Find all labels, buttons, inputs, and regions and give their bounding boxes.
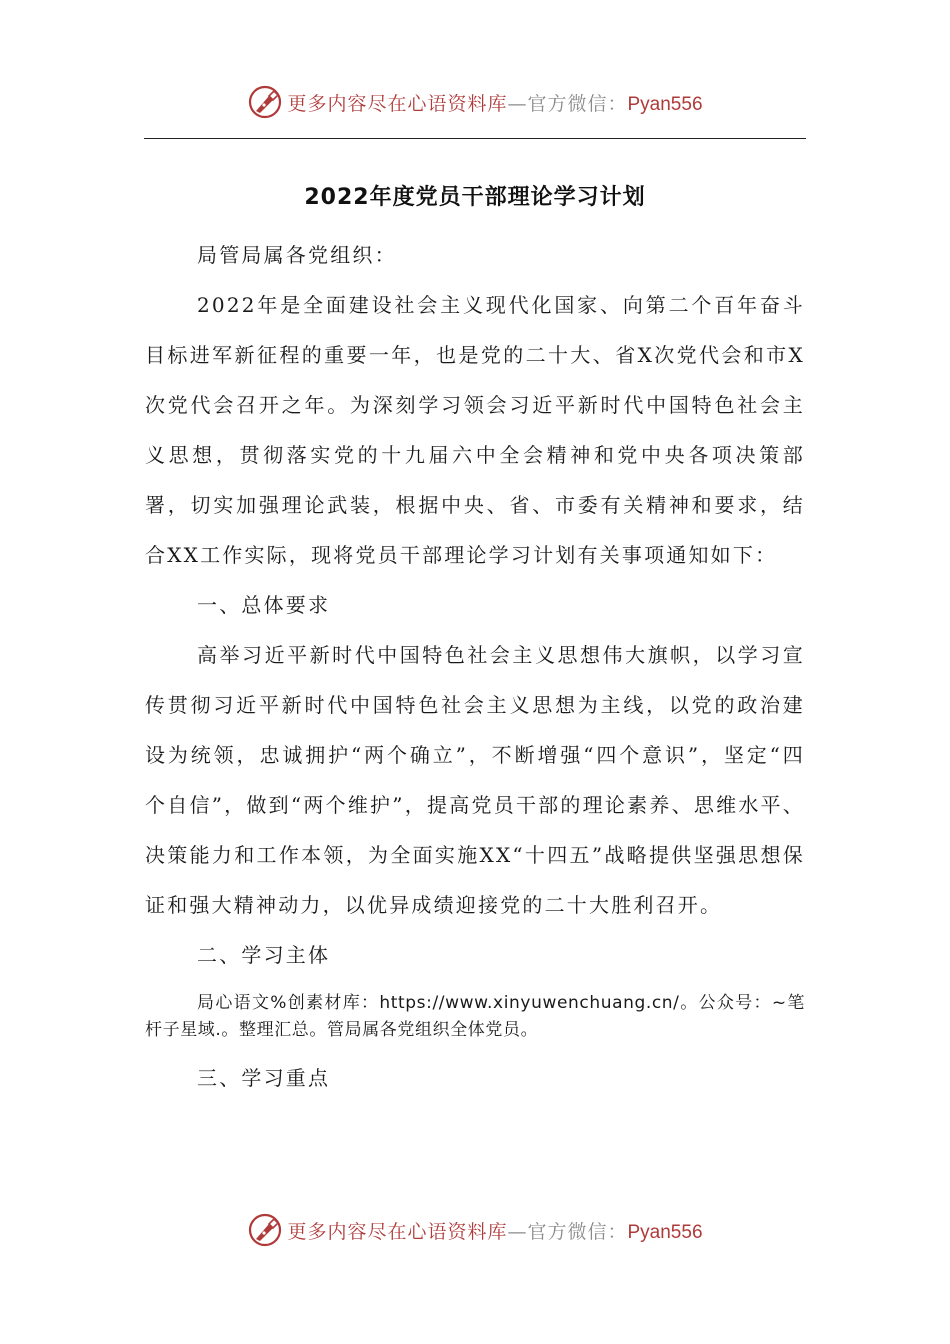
document-title: 2022年度党员干部理论学习计划 [304,185,646,210]
header-rule [144,138,806,139]
watermark-wechat-id: Pyan556 [627,93,703,115]
section-body: 高举习近平新时代中国特色社会主义思想伟大旗帜，以学习宣传贯彻习近平新时代中国特色社会主义思想为主线，以党的政治建设为统领，忠诚拥护“两个确立”，不断增强“四个意识”，坚定“四个自信”，做到“两个维护”，提高党员干部的理论素养、思维水平、决策能力和工作本领，为全面实施XX“十四五”战略提供坚强思想保证和强大精神动力，以优异成绩迎接党的二十大胜利召开。 [145,643,805,917]
section-heading: 三、学习重点 [197,1066,331,1090]
watermark-prefix: 更多内容尽在心语资料库 [287,1220,508,1243]
watermark-wechat-id: Pyan556 [627,1221,703,1243]
pen-nib-logo-icon [247,1212,283,1248]
document-body [145,230,805,1103]
watermark-banner-top [0,82,950,122]
watermark-suffix: —官方微信： [507,1220,628,1243]
intro-paragraph: 2022年是全面建设社会主义现代化国家、向第二个百年奋斗目标进军新征程的重要一年，也是党的二十大、省X次党代会和市X次党代会召开之年。为深刻学习领会习近平新时代中国特色社会主义思想，贯彻落实党的十九届六中全会精神和党中央各项决策部署，切实加强理论武装，根据中央、省、市委有关精神和要求，结合XX工作实际，现将党员干部理论学习计划有关事项通知如下： [145,293,805,567]
section-heading: 二、学习主体 [197,943,331,967]
watermark-suffix: —官方微信： [507,92,628,115]
section-body: 局心语文%创素材库：https://www.xinyuwenchuang.cn/。公众号：~笔杆子星域.。整理汇总。管局属各党组织全体党员。 [145,993,805,1040]
watermark-banner-bottom [0,1210,950,1250]
watermark-prefix: 更多内容尽在心语资料库 [287,92,508,115]
watermark-text [287,89,702,116]
watermark-text [287,1217,702,1244]
pen-nib-logo-icon [247,84,283,120]
salutation: 局管局属各党组织： [197,243,397,267]
section-heading: 一、总体要求 [197,593,331,617]
